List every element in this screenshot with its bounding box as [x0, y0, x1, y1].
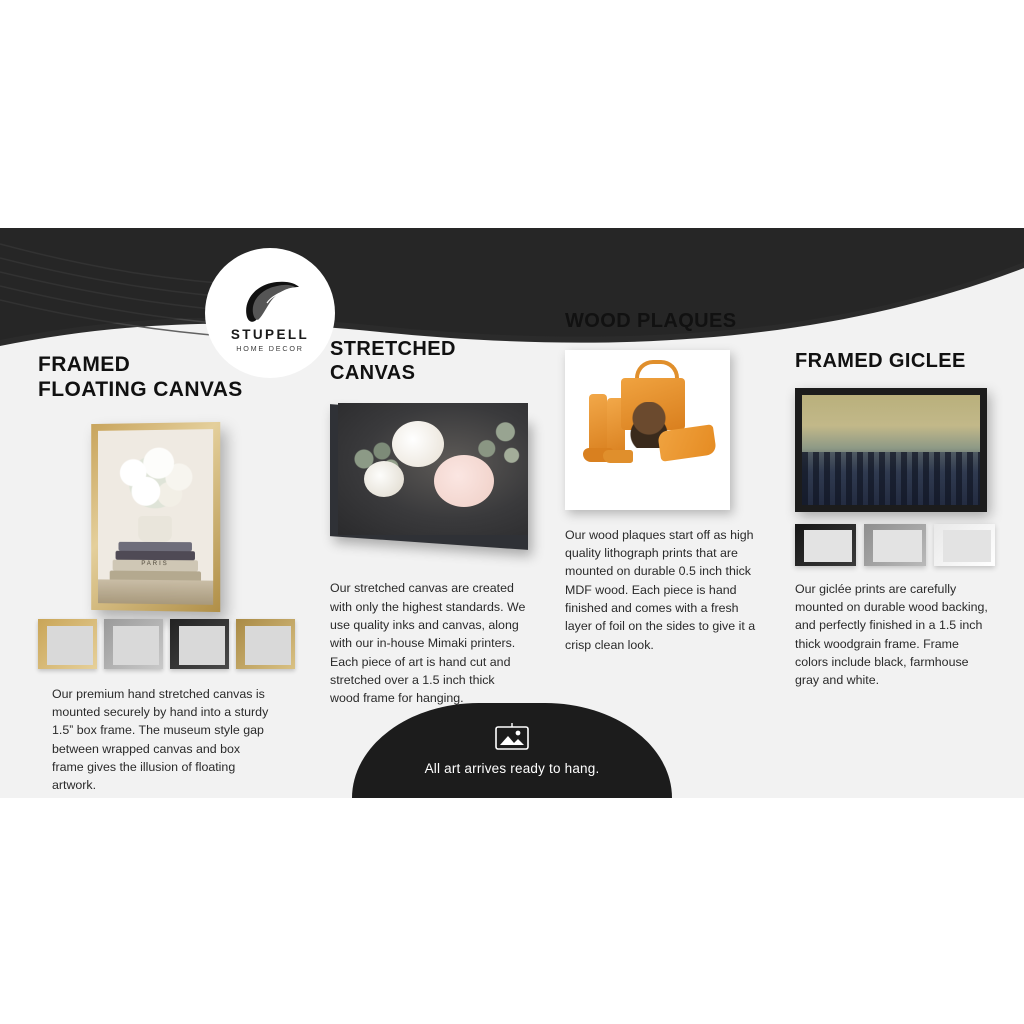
ready-to-hang-banner — [352, 703, 672, 798]
section-wood-plaques — [565, 310, 765, 654]
section-title — [330, 338, 540, 385]
white-rose-graphic — [364, 461, 404, 497]
section-description: Our giclée prints are carefully mounted on durable wood backing, and perfectly finished in a 1.5 inch thick woodgrain frame. Frame colors include black, farmhouse gray and white. — [795, 581, 988, 688]
section-title-line2: CANVAS — [330, 361, 416, 384]
infographic-panel — [0, 228, 1024, 798]
giclee-frame-color-swatches — [795, 524, 995, 566]
swatch-gold — [38, 619, 97, 669]
banner-text: All art arrives ready to hang. — [424, 761, 600, 776]
section-framed-giclee — [795, 350, 995, 690]
stretched-canvas-artwork — [330, 403, 530, 563]
swatch-bronze — [236, 619, 295, 669]
book-stack-graphic — [119, 541, 192, 550]
section-stretched-canvas — [330, 338, 540, 708]
section-title-line1: FRAMED GICLEE — [795, 350, 966, 372]
artwork-paris-label: PARIS — [141, 560, 169, 567]
swatch-black — [170, 619, 229, 669]
section-title-line2: FLOATING CANVAS — [38, 377, 243, 401]
vase-graphic — [138, 516, 172, 542]
wood-plaque-artwork — [565, 350, 730, 510]
gold-float-frame — [91, 421, 220, 611]
table-surface-graphic — [98, 579, 213, 605]
section-title — [565, 310, 765, 334]
brand-name: STUPELL — [230, 327, 310, 342]
hydrangea-bouquet-graphic — [110, 445, 201, 524]
swatch-farmhouse-gray — [864, 524, 925, 566]
artwork-canvas — [98, 429, 213, 605]
section-title-line1: STRETCHED — [330, 338, 456, 360]
boot-foot-graphic — [603, 450, 633, 463]
abstract-giclee-artwork — [802, 395, 980, 505]
section-title — [795, 350, 995, 374]
giclee-black-frame — [795, 388, 987, 512]
frame-color-swatches — [38, 619, 295, 669]
section-description: Our wood plaques start off as high quality lithograph prints that are mounted on durable 0.5 inch thick MDF wood. Each piece is hand finished and comes with a fresh layer of foil on the sides to give it a crisp clean look. — [565, 527, 756, 652]
section-description: Our premium hand stretched canvas is mounted securely by hand into a sturdy 1.5ˮ box frame. The museum style gap between wrapped canvas and box frame gives the illusion of floating artwork. — [52, 686, 269, 793]
section-framed-floating-canvas — [38, 353, 300, 793]
orange-boot-graphic — [589, 394, 607, 456]
section-description: Our stretched canvas are created with only the highest standards. We use quality inks and canvas, along with our in-house Mimaki printers. Each piece of art is hand cut and stretched over a 1.5 inch thick wood frame for hanging. — [330, 581, 526, 706]
framed-picture-icon — [493, 723, 531, 753]
book-stack-graphic — [116, 550, 195, 560]
swatch-black — [795, 524, 856, 566]
section-title-line1: FRAMED — [38, 353, 131, 376]
brand-logo — [205, 248, 335, 378]
header-wave-decoration — [0, 228, 1024, 353]
blush-rose-graphic — [434, 455, 494, 507]
swatch-gray — [104, 619, 163, 669]
section-title-line1: WOOD PLAQUES — [565, 310, 737, 332]
brand-tagline: HOME DECOR — [236, 344, 304, 353]
stupell-swan-logo-icon — [237, 273, 303, 325]
framed-floating-canvas-artwork — [38, 423, 300, 793]
canvas-face — [338, 403, 528, 535]
swatch-white — [934, 524, 995, 566]
white-rose-graphic — [392, 421, 444, 467]
